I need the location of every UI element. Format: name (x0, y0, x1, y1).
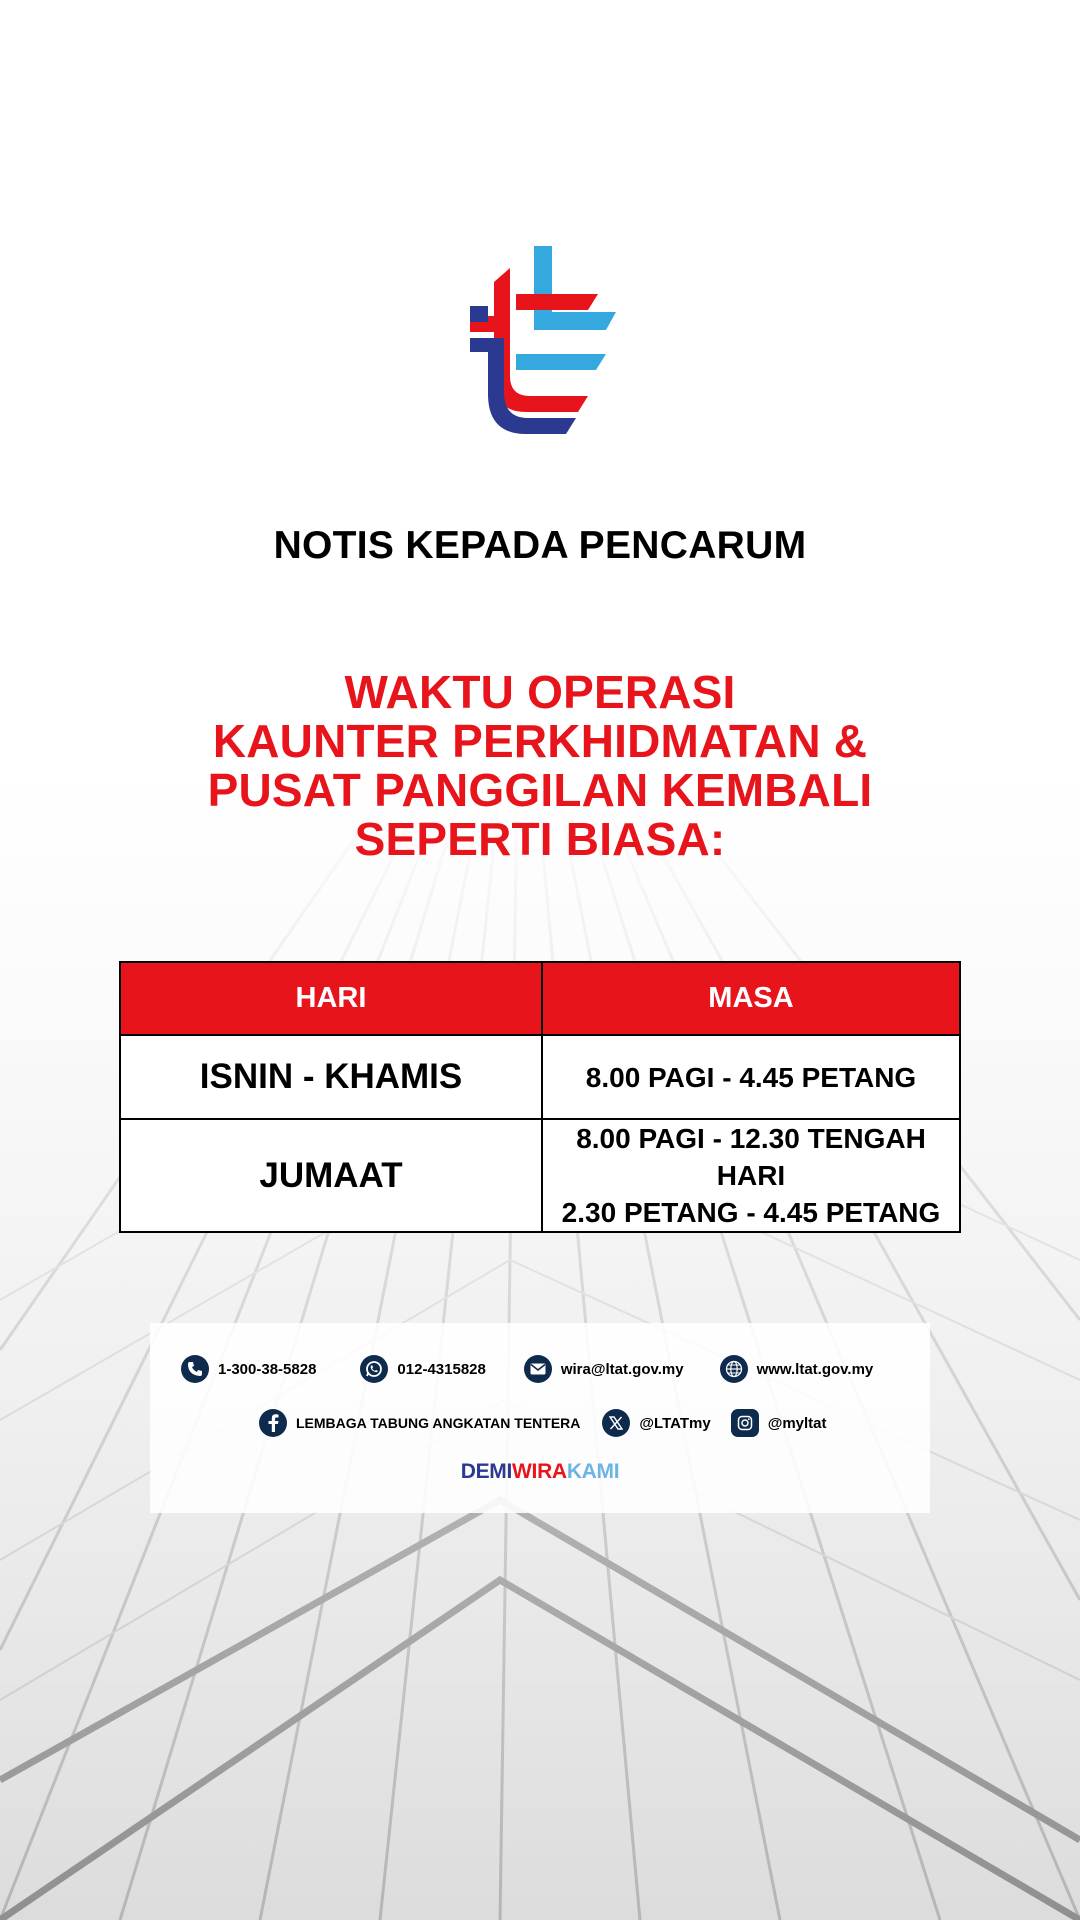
column-header-time: MASA (542, 962, 960, 1035)
time-line: 2.30 PETANG - 4.45 PETANG (561, 1197, 941, 1228)
time-cell (542, 1035, 960, 1119)
contact-row (181, 1355, 873, 1383)
contact-whatsapp[interactable] (360, 1355, 485, 1383)
contact-facebook[interactable] (259, 1409, 580, 1437)
instagram-handle: @myltat (767, 1414, 827, 1432)
time-line: 8.00 PAGI - 4.45 PETANG (585, 1061, 917, 1093)
table-row (120, 1035, 960, 1119)
time-cell (542, 1119, 960, 1232)
tagline-part: WIRA (512, 1460, 567, 1483)
brand-tagline (150, 1460, 930, 1484)
headline-line: PUSAT PANGGILAN KEMBALI (207, 764, 873, 816)
contact-website[interactable] (720, 1355, 874, 1383)
tagline-part: DEMI (460, 1460, 513, 1483)
contact-x[interactable] (602, 1409, 710, 1437)
x-icon (602, 1409, 630, 1437)
headline-line: SEPERTI BIASA: (354, 813, 726, 865)
headline-line: KAUNTER PERKHIDMATAN & (212, 715, 868, 767)
globe-icon (720, 1355, 748, 1383)
time-line: 8.00 PAGI - 12.30 TENGAH HARI (576, 1123, 926, 1191)
day-cell: JUMAAT (120, 1119, 542, 1232)
whatsapp-number: 012-4315828 (397, 1360, 486, 1378)
notice-title: NOTIS KEPADA PENCARUM (273, 524, 807, 567)
email-icon (524, 1355, 552, 1383)
operating-hours-table (119, 961, 961, 1233)
instagram-icon (731, 1409, 759, 1437)
x-handle: @LTATmy (639, 1414, 711, 1432)
headline (90, 668, 990, 864)
ltat-logo (470, 246, 616, 436)
table-row (120, 1119, 960, 1232)
tagline-part: KAMI (566, 1460, 620, 1483)
day-cell: ISNIN - KHAMIS (120, 1035, 542, 1119)
contact-phone[interactable] (181, 1355, 316, 1383)
facebook-icon (259, 1409, 287, 1437)
headline-line: WAKTU OPERASI (344, 666, 736, 718)
website-url: www.ltat.gov.my (756, 1360, 874, 1378)
contact-panel (150, 1323, 930, 1513)
column-header-day: HARI (120, 962, 542, 1035)
phone-number: 1-300-38-5828 (218, 1360, 317, 1378)
contact-row (259, 1409, 827, 1437)
contact-email[interactable] (524, 1355, 684, 1383)
facebook-page: LEMBAGA TABUNG ANGKATAN TENTERA (296, 1415, 581, 1431)
contact-instagram[interactable] (731, 1409, 827, 1437)
email-address: wira@ltat.gov.my (560, 1360, 684, 1378)
phone-icon (181, 1355, 209, 1383)
whatsapp-icon (360, 1355, 388, 1383)
